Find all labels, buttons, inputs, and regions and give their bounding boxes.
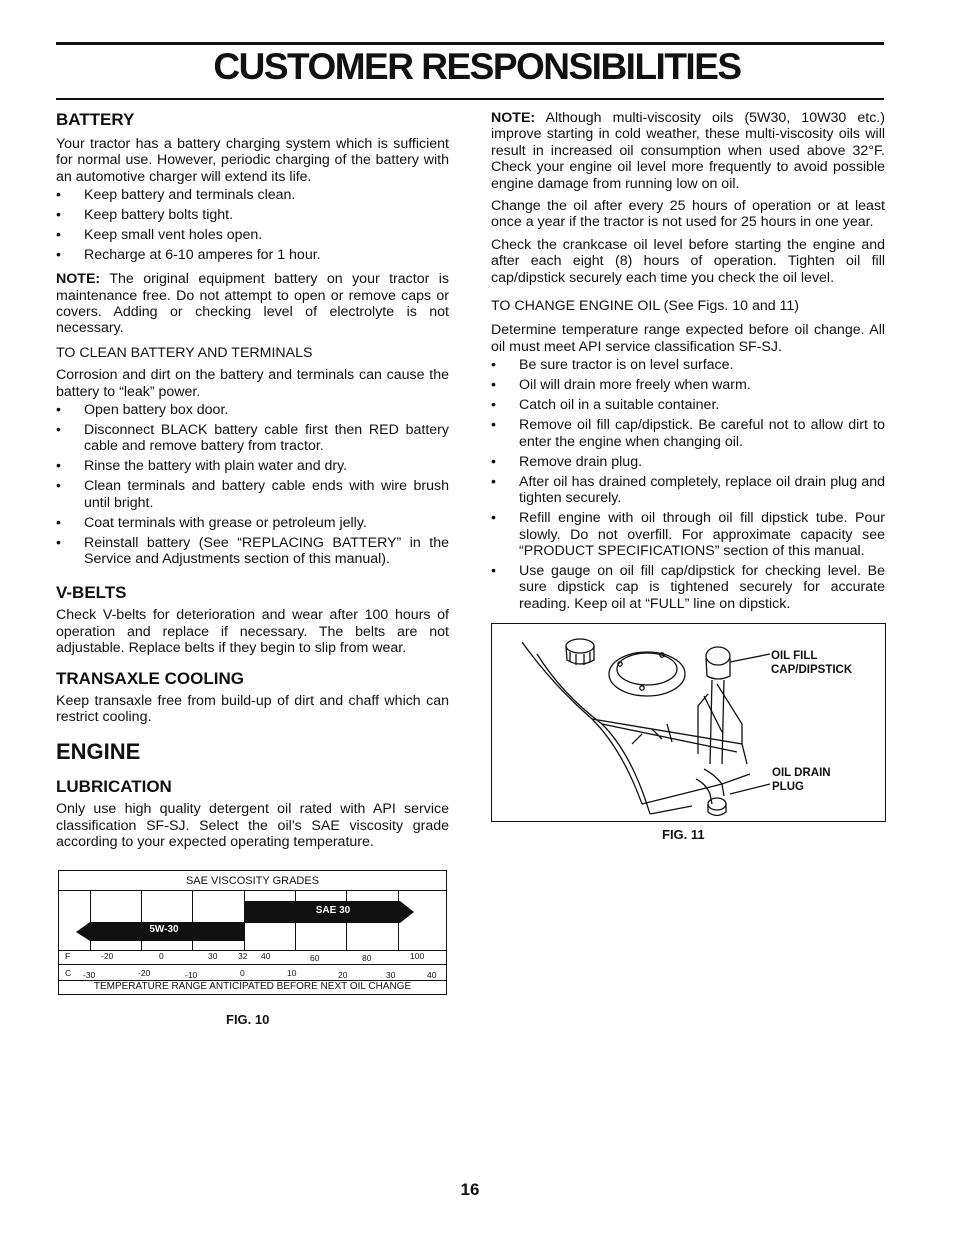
f-tick: 0 — [159, 951, 164, 961]
viscosity-chart-footer: TEMPERATURE RANGE ANTICIPATED BEFORE NEXT OIL CHANGE — [93, 981, 412, 992]
f-tick: -20 — [101, 951, 114, 961]
transaxle-heading: TRANSAXLE COOLING — [56, 668, 244, 688]
list-item: • Reinstall battery (See “REPLACING BATTERY” in the Service and Adjustments section of this manual). — [56, 535, 449, 568]
clean-battery-subheading: TO CLEAN BATTERY AND TERMINALS — [56, 344, 313, 361]
list-item: • Open battery box door. — [56, 402, 449, 418]
list-item: • Recharge at 6-10 amperes for 1 hour. — [56, 247, 449, 263]
list-item: • Use gauge on oil fill cap/dipstick for checking level. Be sure dipstick cap is tightened securely for accurate reading. Keep oil at “FULL” line on dipstick. — [491, 563, 885, 612]
f-tick: 100 — [410, 951, 425, 961]
battery-bullet-list — [56, 187, 449, 263]
oil-fill-cap-label — [771, 649, 852, 677]
lubrication-text: Only use high quality detergent oil rated with API service classification SF-SJ. Select the oil’s SAE viscosity grade according to your expected operating temperature. — [56, 801, 449, 851]
lubrication-heading: LUBRICATION — [56, 777, 172, 797]
list-item: • Be sure tractor is on level surface. — [491, 357, 885, 373]
oil-determine-range: Determine temperature range expected before oil change. All oil must meet API service classification SF-SJ. — [491, 322, 885, 355]
change-oil-bullet-list — [491, 357, 885, 612]
oil-change-interval: Change the oil after every 25 hours of operation or at least once a year if the tractor is not used for 25 hours in one year. — [491, 198, 885, 231]
list-item: • Keep battery and terminals clean. — [56, 187, 449, 203]
list-item: • Coat terminals with grease or petroleum jelly. — [56, 515, 449, 531]
left-column — [56, 110, 449, 851]
list-item: • Remove oil fill cap/dipstick. Be careful not to allow dirt to enter the engine when changing oil. — [491, 417, 885, 450]
oil-drain-plug-label — [772, 766, 831, 794]
list-item: • After oil has drained completely, replace oil drain plug and tighten securely. — [491, 474, 885, 507]
f-tick: 30 — [208, 951, 218, 961]
list-item: • Catch oil in a suitable container. — [491, 397, 885, 413]
battery-heading: BATTERY — [56, 110, 135, 129]
viscosity-bars — [59, 871, 448, 951]
transaxle-text: Keep transaxle free from build-up of dirt and chaff which can restrict cooling. — [56, 692, 449, 725]
list-item: • Clean terminals and battery cable ends with wire brush until bright. — [56, 478, 449, 511]
c-tick: -30 — [83, 970, 96, 980]
header-top-rule — [56, 42, 884, 45]
note-text: Although multi-viscosity oils (5W30, 10W30 etc.) improve starting in cold weather, these multi-viscosity oils will result in increased oil consumption when used above 32°F. Check your engine oil level more frequently to avoid possible engine damage from running low on oil. — [491, 110, 885, 192]
engine-illustration — [491, 623, 886, 822]
f-tick: 60 — [310, 953, 320, 963]
oil-check-level: Check the crankcase oil level before starting the engine and after each eight (8) hours of operation. Tighten oil fill cap/dipstick securely each time you check the oil level. — [491, 236, 885, 286]
note-label: NOTE: — [491, 110, 536, 126]
oil-fill-cap-label-line2: CAP/DIPSTICK — [771, 664, 853, 676]
oil-drain-plug-label-line1: OIL DRAIN — [772, 767, 831, 779]
chart-divider — [59, 964, 446, 965]
fahrenheit-label: F — [65, 951, 71, 961]
f-tick: 40 — [261, 951, 271, 961]
c-tick: 20 — [338, 970, 348, 980]
vbelts-text: Check V-belts for deterioration and wear after 100 hours of operation and replace if necessary. The belts are not adjustable. Replace belts if they begin to slip from wear. — [56, 607, 449, 657]
engine-heading: ENGINE — [56, 739, 141, 765]
celsius-label: C — [65, 968, 72, 978]
battery-intro: Your tractor has a battery charging system which is sufficient for normal use. However, periodic charging of the battery with an automotive charger will extend its life. — [56, 136, 449, 185]
note-label: NOTE: — [56, 271, 101, 288]
list-item: • Disconnect BLACK battery cable first then RED battery cable and remove battery from tractor. — [56, 422, 449, 455]
viscosity-chart-title: SAE VISCOSITY GRADES — [185, 875, 320, 887]
list-item: • Rinse the battery with plain water and dry. — [56, 458, 449, 474]
c-tick: 40 — [427, 970, 437, 980]
oil-note — [491, 110, 885, 192]
f-tick: 32 — [238, 951, 248, 961]
page-number: 16 — [460, 1180, 480, 1199]
fig11-caption: FIG. 11 — [662, 827, 705, 842]
right-column — [491, 110, 885, 616]
c-tick: 0 — [240, 968, 245, 978]
list-item: • Keep small vent holes open. — [56, 227, 449, 243]
list-item: • Remove drain plug. — [491, 454, 885, 470]
note-text: The original equipment battery on your tractor is maintenance free. Do not attempt to open or remove caps or covers. Adding or checking level of electrolyte is not necessary. — [56, 271, 450, 337]
viscosity-chart — [58, 870, 447, 995]
change-oil-subheading: TO CHANGE ENGINE OIL (See Figs. 10 and 11) — [491, 298, 800, 315]
5w30-bar-label: 5W-30 — [149, 924, 179, 935]
list-item: • Oil will drain more freely when warm. — [491, 377, 885, 393]
fig10-caption: FIG. 10 — [226, 1012, 270, 1027]
oil-drain-plug-label-line2: PLUG — [772, 781, 804, 793]
list-item: • Keep battery bolts tight. — [56, 207, 449, 223]
chart-divider — [59, 950, 446, 951]
battery-note — [56, 271, 449, 337]
c-tick: 10 — [287, 968, 297, 978]
c-tick: -20 — [138, 968, 151, 978]
clean-battery-intro: Corrosion and dirt on the battery and terminals can cause the battery to “leak” power. — [56, 367, 449, 400]
list-item: • Refill engine with oil through oil fill dipstick tube. Pour slowly. Do not overfill. For approximate capacity see “PRODUCT SPECIFICATIONS” section of this manual. — [491, 510, 885, 559]
c-tick: 30 — [386, 970, 396, 980]
sae30-bar-label: SAE 30 — [315, 905, 351, 916]
c-tick: -10 — [185, 970, 198, 980]
header-bottom-rule — [56, 98, 884, 100]
f-tick: 80 — [362, 953, 372, 963]
vbelts-heading: V-BELTS — [56, 583, 127, 603]
clean-battery-bullet-list — [56, 402, 449, 568]
page-title: CUSTOMER RESPONSIBILITIES — [213, 46, 741, 87]
oil-fill-cap-label-line1: OIL FILL — [771, 650, 818, 662]
